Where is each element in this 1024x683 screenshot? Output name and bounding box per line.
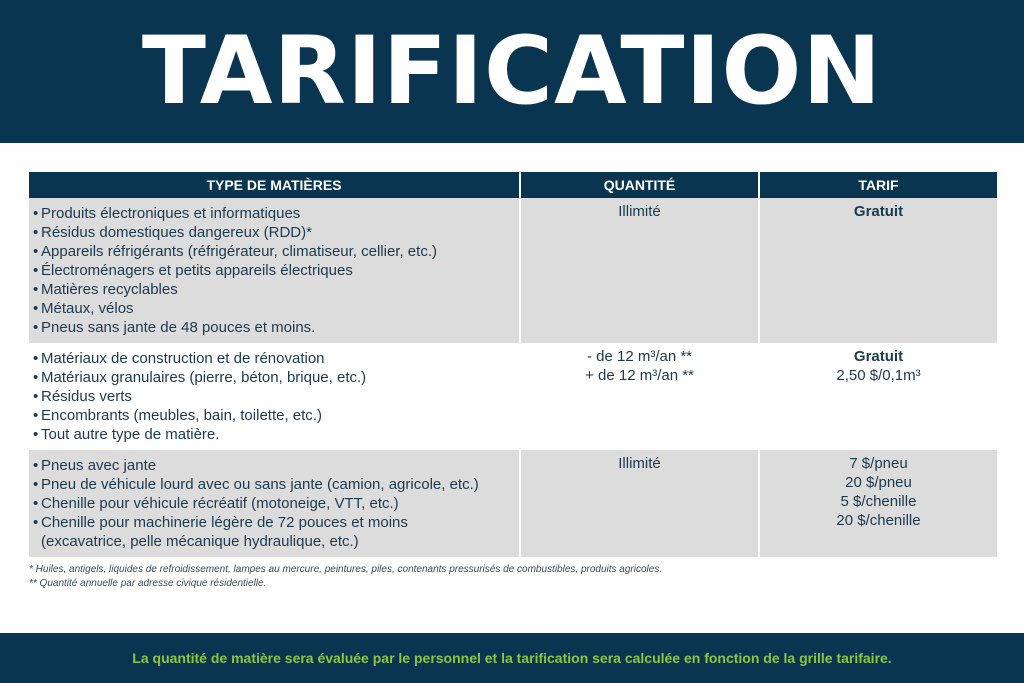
column-header-quantity: QUANTITÉ xyxy=(520,172,759,198)
materials-cell xyxy=(29,198,520,343)
bullet: • xyxy=(33,205,39,222)
list-item-continuation xyxy=(33,532,515,551)
list-item xyxy=(33,494,515,513)
list-item-text: Pneus avec jante xyxy=(41,457,157,474)
bullet: • xyxy=(33,262,39,279)
column-header-type: TYPE DE MATIÈRES xyxy=(29,172,520,198)
quantity-cell xyxy=(520,198,759,343)
bullet: • xyxy=(33,388,39,405)
list-item-text: Chenille pour machinerie légère de 72 pouces et moins xyxy=(41,514,408,531)
bullet: • xyxy=(33,495,39,512)
page-title: TARIFICATION xyxy=(141,16,883,126)
list-item xyxy=(33,242,515,261)
list-item-text: Tout autre type de matière. xyxy=(41,426,220,443)
list-item xyxy=(33,406,515,425)
list-item-text: (excavatrice, pelle mécanique hydraulique, etc.) xyxy=(41,533,359,550)
bullet: • xyxy=(33,407,39,424)
bullet: • xyxy=(33,476,39,493)
bullet: • xyxy=(33,224,39,241)
tarif-value: Gratuit xyxy=(853,203,904,220)
list-item-text: Métaux, vélos xyxy=(41,300,134,317)
tarif-cell xyxy=(759,343,997,450)
tarif-cell xyxy=(759,450,997,557)
list-item xyxy=(33,299,515,318)
list-item-text: Produits électroniques et informatiques xyxy=(41,205,301,222)
list-item xyxy=(33,456,515,475)
bullet: • xyxy=(33,514,39,531)
column-header-tarif: TARIF xyxy=(759,172,997,198)
footnote-quantity: ** Quantité annuelle par adresse civique résidentielle. xyxy=(29,578,267,589)
list-item-text: Matières recyclables xyxy=(41,281,178,298)
quantity-cell xyxy=(520,343,759,450)
list-item xyxy=(33,223,515,242)
materials-cell xyxy=(29,450,520,557)
list-item-text: Électroménagers et petits appareils électriques xyxy=(41,262,353,279)
list-item-text: Résidus verts xyxy=(41,388,132,405)
list-item-text: Encombrants (meubles, bain, toilette, etc.) xyxy=(41,407,322,424)
header-banner xyxy=(0,0,1024,143)
list-item-text: Résidus domestiques dangereux (RDD)* xyxy=(41,224,312,241)
tarif-value: Gratuit xyxy=(853,348,904,365)
list-item-text: Appareils réfrigérants (réfrigérateur, climatiseur, cellier, etc.) xyxy=(41,243,437,260)
bullet: • xyxy=(33,426,39,443)
list-item xyxy=(33,318,515,337)
bullet: • xyxy=(33,243,39,260)
bullet: • xyxy=(33,300,39,317)
bullet: • xyxy=(33,350,39,367)
list-item-text: Matériaux de construction et de rénovation xyxy=(41,350,325,367)
table-header-row xyxy=(29,172,997,198)
table-row xyxy=(29,198,997,343)
bullet: • xyxy=(33,369,39,386)
bullet: • xyxy=(33,319,39,336)
list-item xyxy=(33,261,515,280)
footer-banner xyxy=(0,633,1024,683)
pricing-table xyxy=(29,172,997,557)
list-item xyxy=(33,425,515,444)
quantity-cell xyxy=(520,450,759,557)
tarif-value: 2,50 $/0,1m³ xyxy=(836,367,921,384)
bullet: • xyxy=(33,281,39,298)
tarif-value: 20 $/pneu xyxy=(845,474,912,491)
tarif-cell xyxy=(759,198,997,343)
list-item xyxy=(33,204,515,223)
list-item-text: Pneus sans jante de 48 pouces et moins. xyxy=(41,319,316,336)
quantity-value: Illimité xyxy=(618,203,661,220)
list-item xyxy=(33,513,515,532)
materials-cell xyxy=(29,343,520,450)
list-item xyxy=(33,387,515,406)
tarif-value: 7 $/pneu xyxy=(849,455,908,472)
list-item-text: Matériaux granulaires (pierre, béton, brique, etc.) xyxy=(41,369,367,386)
list-item-text: Chenille pour véhicule récréatif (motoneige, VTT, etc.) xyxy=(41,495,399,512)
list-item xyxy=(33,349,515,368)
tarif-value: 20 $/chenille xyxy=(836,512,921,529)
bullet: • xyxy=(33,457,39,474)
list-item xyxy=(33,368,515,387)
footnotes xyxy=(29,563,662,591)
table-row xyxy=(29,450,997,557)
quantity-value: - de 12 m³/an ** xyxy=(586,348,693,365)
list-item xyxy=(33,280,515,299)
list-item xyxy=(33,475,515,494)
quantity-value: Illimité xyxy=(618,455,661,472)
quantity-value: + de 12 m³/an ** xyxy=(585,367,694,384)
footer-text: La quantité de matière sera évaluée par le personnel et la tarification sera calculée en fonction de la grille tarifaire. xyxy=(132,650,892,666)
footnote-rdd: * Huiles, antigels, liquides de refroidissement, lampes au mercure, peintures, piles, contenants pressurisés de combustibles, produits agricoles. xyxy=(29,564,663,575)
list-item-text: Pneu de véhicule lourd avec ou sans jante (camion, agricole, etc.) xyxy=(41,476,479,493)
tarif-value: 5 $/chenille xyxy=(840,493,917,510)
bullet-spacer xyxy=(33,532,41,551)
table-row xyxy=(29,343,997,450)
